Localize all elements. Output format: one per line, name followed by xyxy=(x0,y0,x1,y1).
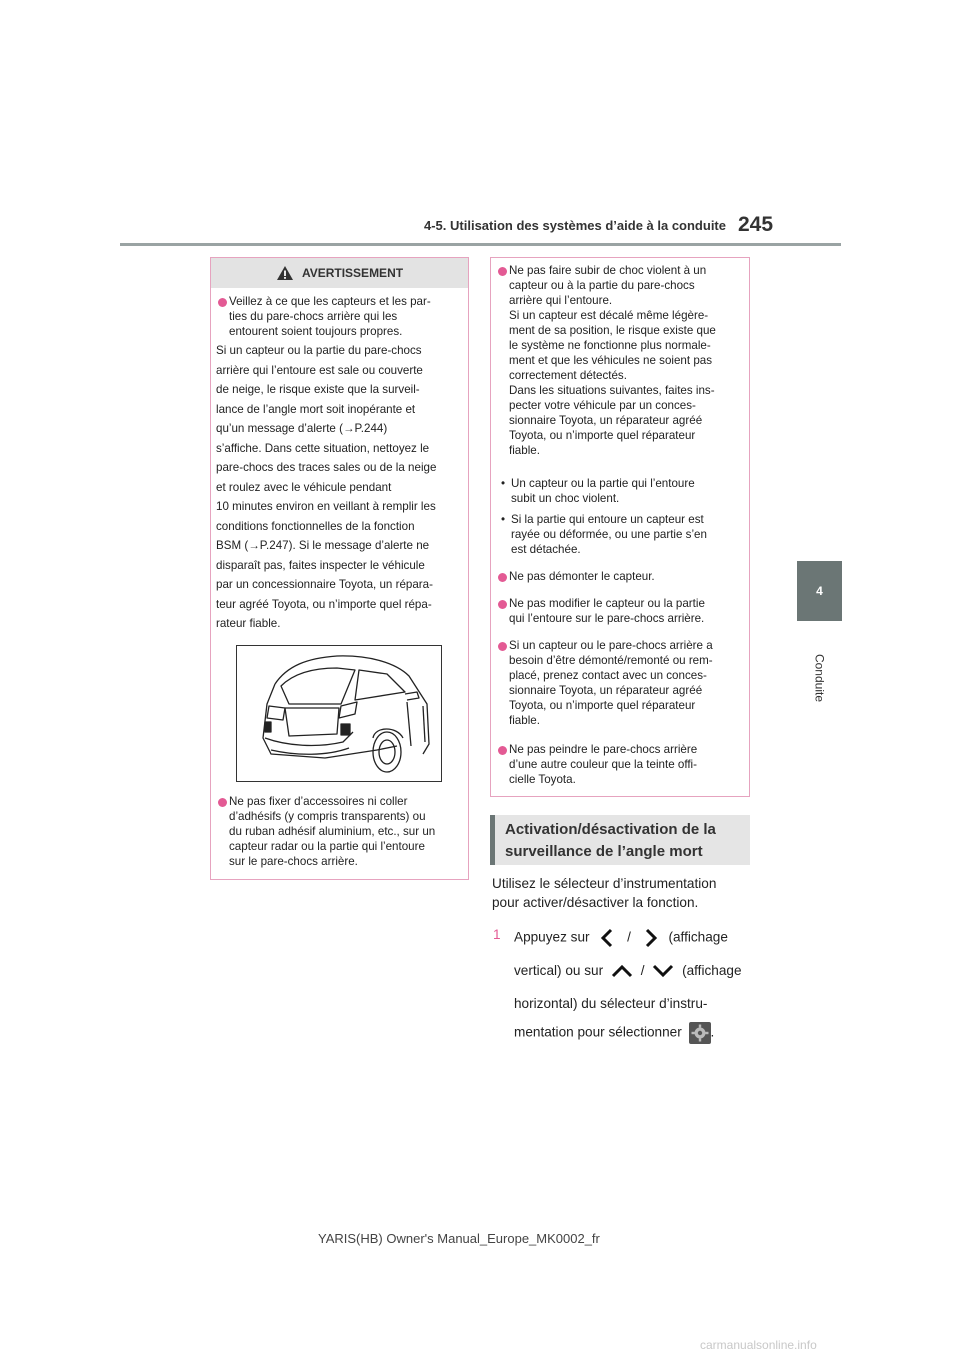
warning-box-right xyxy=(490,257,750,797)
chevron-left-icon xyxy=(597,927,619,949)
gear-settings-icon xyxy=(689,1022,711,1044)
warning-icon xyxy=(276,265,294,281)
step-line-1: Appuyez sur / (affichage xyxy=(514,927,728,949)
section-heading: Activation/désactivation de la surveillance de l’angle mort xyxy=(490,815,750,865)
warning-bullet-3: Ne pas modifier le capteur ou la partie qui l’entoure sur le pare-chocs arrière. xyxy=(509,597,705,625)
bullet-icon xyxy=(498,267,507,276)
warning-box-left xyxy=(210,257,469,880)
car-drawing xyxy=(237,646,441,781)
warning-bullet-5: Ne pas peindre le pare-chocs arrière d’une autre couleur que la teinte offi- cielle Toyota. xyxy=(509,743,698,786)
header-rule xyxy=(120,243,841,246)
step-line-2: vertical) ou sur / (affichage xyxy=(514,961,742,980)
intro-text: Utilisez le sélecteur d’instrumentation pour activer/désactiver la fonction. xyxy=(492,876,717,910)
bullet-icon xyxy=(498,642,507,651)
step-number: 1 xyxy=(493,927,501,942)
chapter-tab[interactable]: 4 xyxy=(797,561,842,621)
car-rear-illustration xyxy=(236,645,442,782)
chevron-down-icon xyxy=(651,962,675,980)
watermark: carmanualsonline.info xyxy=(700,1338,817,1352)
warning-bullet-4: Si un capteur ou le pare-chocs arrière a besoin d’être démonté/remonté ou rem- placé, prenez contact avec un conces- sionnaire Toyota, un réparateur agréé Toyota, ou n’importe quel réparateur fiable. xyxy=(509,639,713,727)
bullet-icon xyxy=(218,298,227,307)
sub-bullet-marker: • xyxy=(501,477,506,490)
chevron-right-icon xyxy=(639,927,661,949)
warning-bullet-1: Veillez à ce que les capteurs et les par- ties du pare-chocs arrière qui les entourent soient toujours propres. xyxy=(229,295,431,338)
warning-header xyxy=(211,258,468,288)
sub-bullet-1: Un capteur ou la partie qui l’entoure subit un choc violent. xyxy=(511,477,695,505)
page-number: 245 xyxy=(738,213,774,236)
step-line-3: horizontal) du sélecteur d’instru- xyxy=(514,996,708,1011)
bullet-icon xyxy=(498,600,507,609)
bullet-icon xyxy=(498,746,507,755)
footer-manual-id: YARIS(HB) Owner's Manual_Europe_MK0002_fr xyxy=(318,1231,600,1246)
step-line-4: mentation pour sélectionner . xyxy=(514,1022,714,1044)
warning-bullet-2: Ne pas démonter le capteur. xyxy=(509,570,655,583)
chapter-label: Conduite xyxy=(812,653,827,703)
bullet-icon xyxy=(498,573,507,582)
warning-title: AVERTISSEMENT xyxy=(301,266,404,280)
warning-paragraph: Si un capteur ou la partie du pare-chocs arrière qui l’entoure est sale ou couverte de neige, le risque existe que la surveil- lance de l’angle mort soit inopérante et qu’un message d’alerte (→P.244) s’affiche. Dans cette situation, nettoyez le pare-chocs des traces sales ou de la neige et roulez avec le véhicule pendant 10 minutes environ en veillant à remplir les conditions fonctionnelles de la fonction BSM (→P.247). Si le message d’alerte ne disparaît pas, faites inspecter le véhicule par un concessionnaire Toyota, un répara- teur agréé Toyota, ou n’importe quel répa- rateur fiable. xyxy=(216,344,437,630)
sub-bullet-marker: • xyxy=(501,513,506,526)
sub-bullet-2: Si la partie qui entoure un capteur est rayée ou déformée, ou une partie s’en est détachée. xyxy=(511,513,707,556)
warning-bullet-2: Ne pas fixer d’accessoires ni coller d’adhésifs (y compris transparents) ou du ruban adhésif aluminium, etc., sur un capteur radar ou la partie qui l’entoure sur le pare-chocs arrière. xyxy=(229,795,436,868)
section-title: 4-5. Utilisation des systèmes d’aide à la conduite xyxy=(424,218,726,233)
bullet-icon xyxy=(218,798,227,807)
chevron-up-icon xyxy=(610,962,634,980)
warning-bullet-1: Ne pas faire subir de choc violent à un capteur ou à la partie du pare-chocs arrière qui l’entoure. Si un capteur est décalé même légère- ment de sa position, le risque existe que le système ne fonctionne plus normale- ment et que les véhicules ne soient pas correctement détectés. Dans les situations suivantes, faites ins- pecter votre véhicule par un conces- sionnaire Toyota, un réparateur agréé Toyota, ou n’importe quel réparateur fiable. xyxy=(509,264,716,457)
